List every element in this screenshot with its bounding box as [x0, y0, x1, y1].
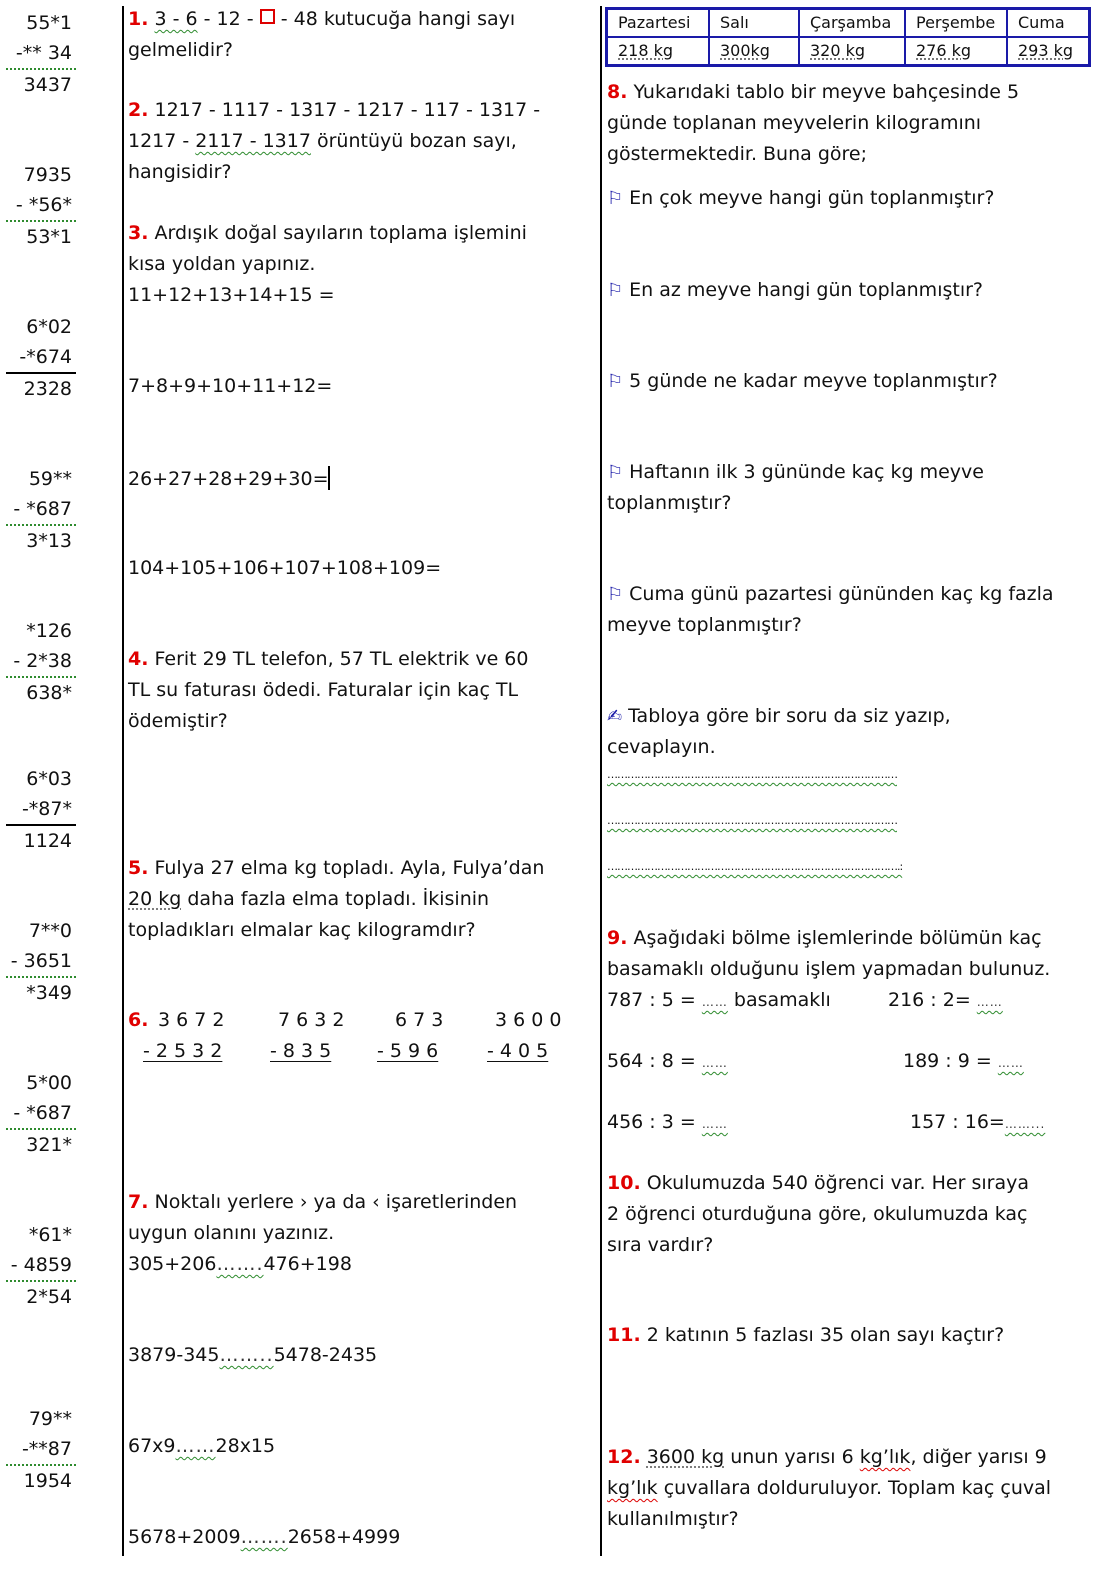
- puzzle-1: 55*1 -** 34 3437: [6, 8, 76, 100]
- answer-blank[interactable]: …….: [216, 1253, 264, 1275]
- flag-icon: ⚐: [607, 462, 624, 483]
- sub-question: ⚐ Haftanın ilk 3 gününde kaç kg meyve: [607, 461, 984, 483]
- answer-blank[interactable]: ……: [701, 1056, 728, 1070]
- puzzle-8: 5*00 - *687 321*: [6, 1068, 76, 1160]
- table-row: 218 kg 300kg 320 kg 276 kg 293 kg: [607, 37, 1090, 66]
- flag-icon: ⚐: [607, 188, 624, 209]
- answer-blank[interactable]: ……: [701, 995, 728, 1009]
- answer-line[interactable]: …………………………………………………………………………….:: [607, 860, 903, 873]
- flag-icon: ⚐: [607, 280, 624, 301]
- comparison: 5678+2009…….2658+4999: [128, 1526, 401, 1548]
- sub-question: ⚐ 5 günde ne kadar meyve toplanmıştır?: [607, 370, 998, 392]
- write-your-own-prompt: ✍ Tabloya göre bir soru da siz yazıp,: [607, 705, 951, 727]
- answer-line[interactable]: ……………………………………………………………………………: [607, 814, 897, 827]
- answer-blank[interactable]: ……..: [219, 1344, 274, 1366]
- answer-blank[interactable]: …….: [240, 1526, 288, 1548]
- comparison: 3879-345……..5478-2435: [128, 1344, 378, 1366]
- puzzle-9: *61* - 4859 2*54: [6, 1220, 76, 1312]
- column-divider-left: [122, 6, 124, 1556]
- puzzle-10: 79** -**87 1954: [6, 1404, 76, 1496]
- expression: 11+12+13+14+15 =: [128, 284, 335, 306]
- table-header-row: Pazartesi Salı Çarşamba Perşembe Cuma: [607, 9, 1090, 38]
- answer-blank[interactable]: ……: [997, 1056, 1024, 1070]
- text-cursor: [328, 466, 330, 490]
- sub-question: ⚐ En az meyve hangi gün toplanmıştır?: [607, 279, 983, 301]
- puzzle-2: 7935 - *56* 53*1: [6, 160, 76, 252]
- puzzle-4: 59** - *687 3*13: [6, 464, 76, 556]
- answer-blank[interactable]: ……...: [1004, 1117, 1046, 1131]
- flag-icon: ⚐: [607, 584, 624, 605]
- expression: 7+8+9+10+11+12=: [128, 375, 333, 397]
- expression: 26+27+28+29+30=: [128, 468, 329, 490]
- sub-question: ⚐ En çok meyve hangi gün toplanmıştır?: [607, 187, 995, 209]
- division-row: 456 : 3 = ……: [607, 1111, 728, 1133]
- division-row: 564 : 8 = ……: [607, 1050, 728, 1072]
- comparison: 67x9……28x15: [128, 1435, 276, 1457]
- answer-blank[interactable]: ……: [701, 1117, 728, 1131]
- puzzle-6: 6*03 -*87* 1124: [6, 764, 76, 856]
- empty-box-icon: [260, 9, 275, 24]
- division-row: 787 : 5 = …… basamaklı: [607, 989, 831, 1011]
- sub-question: ⚐ Cuma günü pazartesi gününden kaç kg fazla: [607, 583, 1054, 605]
- answer-line[interactable]: ……………………………………………………………………………: [607, 768, 897, 781]
- pencil-hand-icon: ✍: [607, 706, 623, 727]
- puzzle-7: 7**0 - 3651 *349: [6, 916, 76, 1008]
- puzzle-5: *126 - 2*38 638*: [6, 616, 76, 708]
- flag-icon: ⚐: [607, 371, 624, 392]
- comparison: 305+206…….476+198: [128, 1253, 352, 1275]
- column-divider-right: [600, 6, 602, 1556]
- answer-blank[interactable]: ……: [976, 995, 1003, 1009]
- expression: 104+105+106+107+108+109=: [128, 557, 442, 579]
- answer-blank[interactable]: ……: [175, 1435, 216, 1457]
- fruit-harvest-table: [605, 7, 1091, 67]
- puzzle-3: 6*02 -*674 2328: [6, 312, 76, 404]
